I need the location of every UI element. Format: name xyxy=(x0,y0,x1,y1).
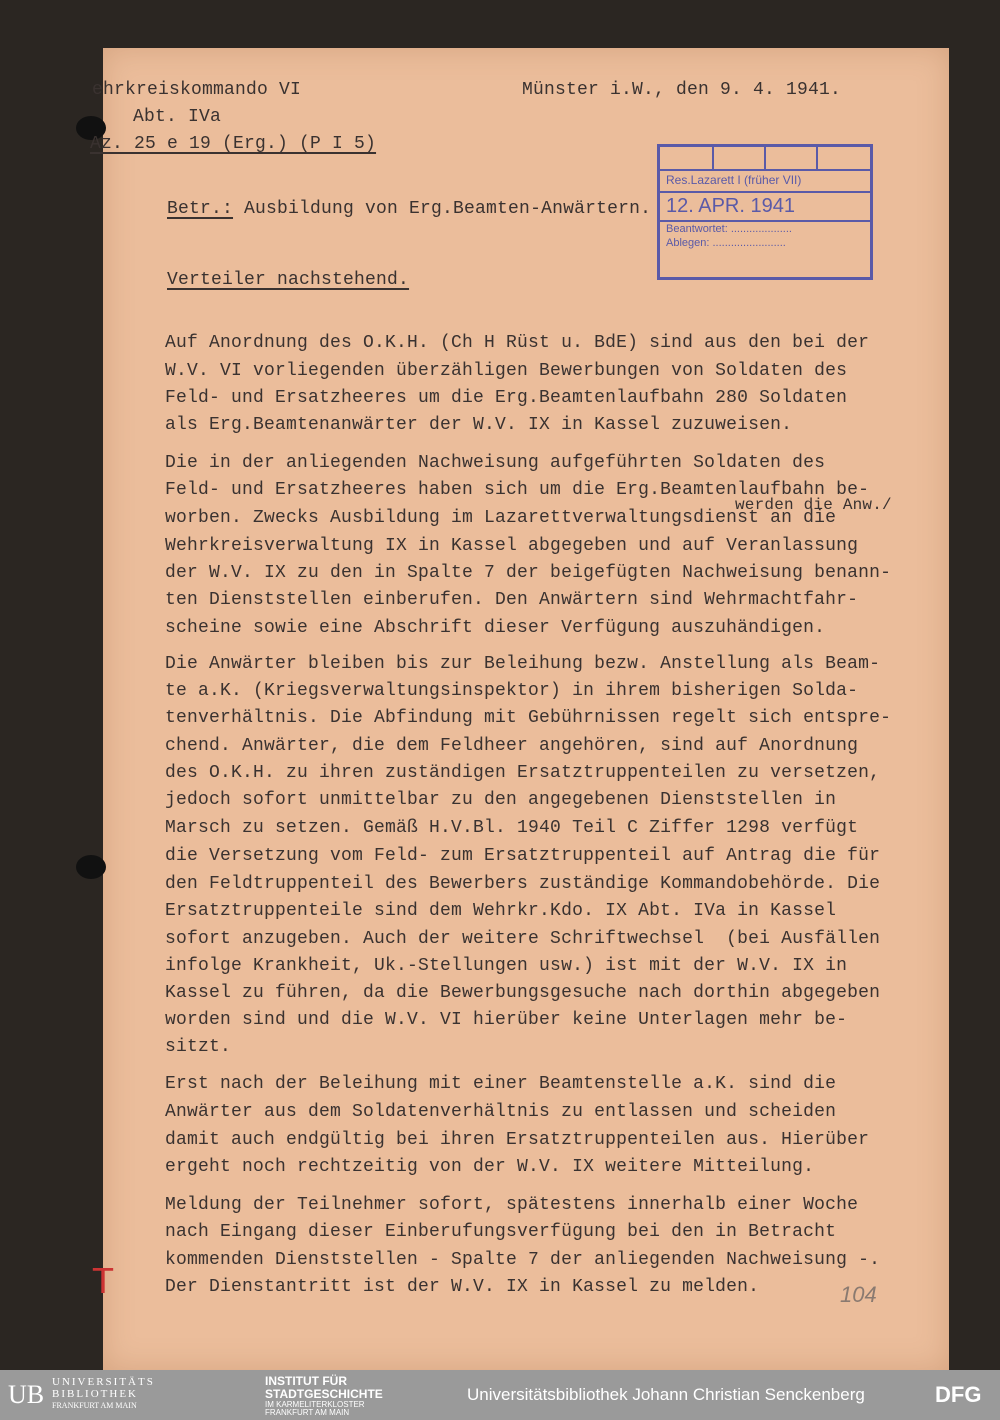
body-line: damit auch endgültig bei ihren Ersatztruppenteilen aus. Hierüber xyxy=(165,1130,870,1150)
body-line: Marsch zu setzen. Gemäß H.V.Bl. 1940 Teil C Ziffer 1298 verfügt xyxy=(165,818,859,838)
body-line: sofort anzugeben. Auch der weitere Schriftwechsel (bei Ausfällen xyxy=(165,929,881,949)
subject xyxy=(167,199,651,219)
institute-sub-line: IM KARMELITERKLOSTER xyxy=(265,1400,365,1409)
margin-mark: T xyxy=(92,1260,114,1301)
institute-line: STADTGESCHICHTE xyxy=(265,1387,383,1401)
body-line: Meldung der Teilnehmer sofort, spätestens innerhalb einer Woche xyxy=(165,1195,859,1215)
body-line: Auf Anordnung des O.K.H. (Ch H Rüst u. BdE) sind aus den bei der xyxy=(165,333,870,353)
body-line: der W.V. IX zu den in Spalte 7 der beigefügten Nachweisung benann- xyxy=(165,563,892,583)
body-line: Der Dienstantritt ist der W.V. IX in Kassel zu melden. xyxy=(165,1277,760,1297)
subject-label: Betr.: xyxy=(167,199,234,219)
footer-bar xyxy=(0,1370,1000,1420)
stamp-date: 12. APR. 1941 xyxy=(660,191,870,222)
ub-text xyxy=(52,1376,155,1412)
reference: Az. 25 e 19 (Erg.) (P I 5) xyxy=(90,134,377,154)
body-line: die Versetzung vom Feld- zum Ersatztruppenteil auf Antrag die für xyxy=(165,846,881,866)
body-line: nach Eingang dieser Einberufungsverfügung bei den in Betracht xyxy=(165,1222,837,1242)
body-line: ergeht noch rechtzeitig von der W.V. IX weitere Mitteilung. xyxy=(165,1157,815,1177)
ub-line: FRANKFURT AM MAIN xyxy=(52,1401,137,1410)
subject-text: Ausbildung von Erg.Beamten-Anwärtern. xyxy=(233,199,652,219)
stamp-filed: Ablegen: ........................ xyxy=(666,237,786,249)
body-line: kommenden Dienststellen - Spalte 7 der anliegenden Nachweisung -. xyxy=(165,1250,881,1270)
body-line: sitzt. xyxy=(165,1037,232,1057)
department: Abt. IVa xyxy=(133,107,222,127)
body-line: ten Dienststellen einberufen. Den Anwärtern sind Wehrmachtfahr- xyxy=(165,590,859,610)
handwritten-insertion: werden die Anw./ xyxy=(735,496,892,514)
ub-line: UNIVERSITÄTS xyxy=(52,1376,155,1388)
body-line: Feld- und Ersatzheeres haben sich um die Erg.Beamtenlaufbahn be- xyxy=(165,480,870,500)
ub-line: BIBLIOTHEK xyxy=(52,1388,138,1400)
body-line: jedoch sofort unmittelbar zu den angegebenen Dienststellen in xyxy=(165,790,837,810)
institute-line: INSTITUT FÜR xyxy=(265,1374,347,1388)
body-line: Die Anwärter bleiben bis zur Beleihung bezw. Anstellung als Beam- xyxy=(165,654,881,674)
body-line: den Feldtruppenteil des Bewerbers zuständige Kommandobehörde. Die xyxy=(165,874,881,894)
body-line: Feld- und Ersatzheeres um die Erg.Beamtenlaufbahn 280 Soldaten xyxy=(165,388,848,408)
body-line: Wehrkreisverwaltung IX in Kassel abgegeben und auf Veranlassung xyxy=(165,536,859,556)
body-line: chend. Anwärter, die dem Feldheer angehören, sind auf Anordnung xyxy=(165,736,859,756)
institute-sub xyxy=(265,1401,365,1417)
stamp-answered: Beantwortet: .................... xyxy=(666,223,792,235)
sender: ehrkreiskommando VI xyxy=(92,80,302,100)
body-line: Erst nach der Beleihung mit einer Beamtenstelle a.K. sind die xyxy=(165,1074,837,1094)
place-date: Münster i.W., den 9. 4. 1941. xyxy=(522,80,842,100)
body-line: infolge Krankheit, Uk.-Stellungen usw.) ist mit der W.V. IX in xyxy=(165,956,848,976)
body-line: Ersatztruppenteile sind dem Wehrkr.Kdo. IX Abt. IVa in Kassel xyxy=(165,901,837,921)
body-line: te a.K. (Kriegsverwaltungsinspektor) in ihrem bisherigen Solda- xyxy=(165,681,859,701)
distribution: Verteiler nachstehend. xyxy=(167,270,410,290)
stamp-office: Res.Lazarett I (früher VII) xyxy=(666,173,802,187)
body-line: des O.K.H. zu ihren zuständigen Ersatztruppenteilen zu versetzen, xyxy=(165,763,881,783)
library-name: Universitätsbibliothek Johann Christian Senckenberg xyxy=(467,1385,865,1404)
body-line: scheine sowie eine Abschrift dieser Verfügung auszuhändigen. xyxy=(165,618,826,638)
body-line: Anwärter aus dem Soldatenverhältnis zu entlassen und scheiden xyxy=(165,1102,837,1122)
body-line: W.V. VI vorliegenden überzähligen Bewerbungen von Soldaten des xyxy=(165,361,848,381)
ub-logo: UB xyxy=(8,1380,45,1409)
received-stamp xyxy=(657,144,873,280)
institute-name xyxy=(265,1375,383,1401)
body-line: Die in der anliegenden Nachweisung aufgeführten Soldaten des xyxy=(165,453,826,473)
institute-sub-line: FRANKFURT AM MAIN xyxy=(265,1408,350,1417)
dfg-logo: DFG xyxy=(935,1382,982,1407)
body-line: Kassel zu führen, da die Bewerbungsgesuche nach dorthin abgegeben xyxy=(165,983,881,1003)
body-line: als Erg.Beamtenanwärter der W.V. IX in Kassel zuzuweisen. xyxy=(165,415,793,435)
body-line: worben. Zwecks Ausbildung im Lazarettverwaltungsdienst an die xyxy=(165,508,837,528)
body-line: worden sind und die W.V. VI hierüber keine Unterlagen mehr be- xyxy=(165,1010,848,1030)
page-number: 104 xyxy=(840,1282,877,1307)
punch-hole xyxy=(76,855,106,879)
body-line: tenverhältnis. Die Abfindung mit Gebührnissen regelt sich entspre- xyxy=(165,708,892,728)
